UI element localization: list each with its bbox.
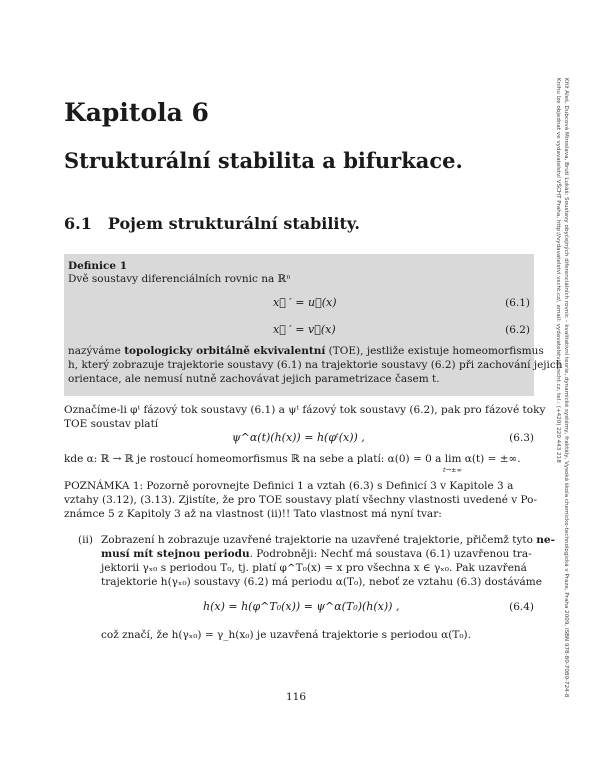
definition-line-1: nazýváme topologicky orbitálně ekvivalentní (TOE), jestliže existuje homeomorfismus [68, 345, 544, 357]
definition-line-2: h, který zobrazuje trajektorie soustavy (6.1) na trajektorie soustavy (6.2) při zachování jejich [68, 359, 563, 371]
section-number: 6.1 [64, 214, 92, 233]
equation-number-6-4: (6.4) [509, 601, 534, 613]
paragraph-flow-line-2: TOE soustav platí [64, 418, 159, 430]
page-number: 116 [286, 691, 307, 703]
definition-line-3: orientace, ale nemusí nutně zachovávat jejich parametrizace časem t. [68, 373, 440, 385]
side-note-line-1: Kříž Aleš, Dubcová Miroslava, Brutl Lukáš: Soustavy obyčejných diferenciálních rovnic – kvalitativní teorie, dynamické systémy, fraktály, Vysoká škola chemicko-technologická v Praze, Praha 2009, ISBN 978-80-7080-724-8 [563, 78, 569, 698]
equation-6-2: x⃗ ′ = v⃗(x) [273, 323, 336, 336]
equation-number-6-3: (6.3) [509, 432, 534, 444]
paragraph-alpha-line: kde α: ℝ → ℝ je rostoucí homeomorfismus ℝ na sebe a platí: α(0) = 0 a lim α(t) = ±∞. [64, 453, 521, 465]
paragraph-flow-line-1: Označíme-li φᵗ fázový tok soustavy (6.1) a ψᵗ fázový tok soustavy (6.2), pak pro fázové toky [64, 404, 546, 416]
item-line-1: Zobrazení h zobrazuje uzavřené trajektorie na uzavřené trajektorie, přičemž tyto ne- [101, 534, 555, 546]
item-marker: (ii) [78, 534, 93, 546]
definition-intro: Dvě soustavy diferenciálních rovnic na ℝⁿ [68, 273, 291, 285]
definition-term: topologicky orbitálně ekvivalentní [124, 345, 326, 357]
item-line-5: což značí, že h(γₓ₀) = γ_h(x₀) je uzavřená trajektorie s periodou α(T₀). [101, 629, 471, 641]
section-heading [64, 214, 360, 233]
side-note-line-2: Knihu lze objednat ve vydavatelství VŠCHT Praha, http://vydavatelstvi.vscht.cz/, email: vydavatelstvi@vscht.cz, tel.: (+420) 220 443 218 [555, 78, 561, 463]
equation-number-6-2: (6.2) [505, 324, 530, 336]
remark-line-1: POZNÁMKA 1: Pozorně porovnejte Definici 1 a vztah (6.3) s Definicí 3 v Kapitole 3 a [64, 480, 514, 492]
equation-6-4: h(x) = h(φ^T₀(x)) = ψ^α(T₀)(h(x)) , [203, 600, 400, 613]
item-line-4: trajektorie h(γₓ₀) soustavy (6.2) má periodu α(T₀), neboť ze vztahu (6.3) dostáváme [101, 576, 542, 588]
section-title: Pojem strukturální stability. [107, 214, 360, 233]
definition-box [64, 254, 563, 396]
chapter-label: Kapitola 6 [64, 98, 209, 127]
equation-number-6-1: (6.1) [505, 297, 530, 309]
definition-heading: Definice 1 [68, 260, 128, 272]
item-line-3: jektorii γₓ₀ s periodou T₀, tj. platí φ^T₀(x) = x pro všechna x ∈ γₓ₀. Pak uzavřená [101, 562, 527, 574]
equation-6-1: x⃗ ′ = u⃗(x) [273, 296, 337, 309]
chapter-title: Strukturální stabilita a bifurkace. [64, 148, 463, 173]
remark-line-3: známce 5 z Kapitoly 3 až na vlastnost (ii)!! Tato vlastnost má nyní tvar: [64, 508, 442, 520]
item-emphasis: musí mít stejnou periodu [101, 548, 250, 560]
side-publisher-note [554, 78, 570, 718]
equation-6-3: ψ^α(t)(h(x)) = h(φᵗ(x)) , [232, 431, 365, 444]
limit-subscript: t→±∞ [443, 466, 462, 474]
remark-line-2: vztahy (3.12), (3.13). Zjistíte, že pro TOE soustavy platí všechny vlastnosti uvedené v Po- [64, 494, 538, 506]
item-line-2: musí mít stejnou periodu. Podrobněji: Nechť má soustava (6.1) uzavřenou tra- [101, 548, 532, 560]
